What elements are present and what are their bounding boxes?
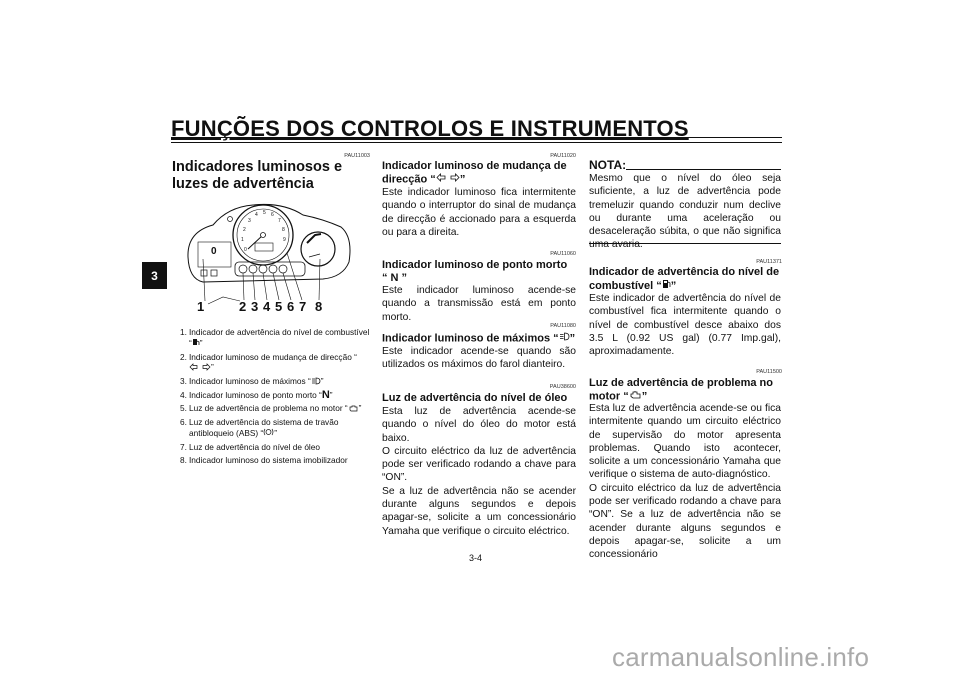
svg-text:8: 8 bbox=[315, 299, 323, 314]
section-body: Esta luz de advertência acende-se quando o nível do óleo do motor está baixo. O circuito eléctrico da luz de advertência pode ser verificado rodando a chave para “ON”. Se a luz de advertência não se acender durante alguns segundos e depois apagar-se, solicite a um concessionário Yamaha que verifique o circuito eléctrico. bbox=[382, 406, 576, 537]
note-label: NOTA: bbox=[589, 158, 627, 172]
legend-item: 7. Luz de advertência do nível de óleo bbox=[180, 441, 321, 452]
section-heading: Indicadores luminosos e luzes de advertência bbox=[172, 159, 343, 192]
instrument-cluster-figure bbox=[183, 197, 353, 317]
svg-text:5: 5 bbox=[275, 299, 283, 314]
section-heading: Luz de advertência de problema no motor “ ” bbox=[589, 377, 773, 403]
section-code: PAU11060 bbox=[550, 251, 576, 257]
svg-text:0: 0 bbox=[244, 247, 247, 253]
svg-text:6: 6 bbox=[271, 212, 274, 218]
section-code: PAU11500 bbox=[756, 369, 782, 375]
legend-item: 3. Indicador luminoso de máximos “ ” bbox=[180, 376, 324, 386]
svg-text:9: 9 bbox=[283, 237, 286, 243]
section-body: Esta luz de advertência acende-se ou fica intermitente quando um circuito eléctrico de supervisão do motor apresenta problemas. Quando isto acontecer, solicite a um concessionário Yamaha que verifique o sistema de auto-diagnóstico. O circuito eléctrico da luz de advertência pode ser verificado rodando a chave para “ON”. Se a luz de advertência não se acender durante alguns segundos e depois apagar-se, solicite a um concessionário bbox=[589, 403, 781, 561]
svg-text:7: 7 bbox=[278, 218, 281, 224]
svg-text:6: 6 bbox=[287, 299, 295, 314]
svg-text:3: 3 bbox=[248, 218, 251, 224]
watermark: carmanualsonline.info bbox=[612, 642, 870, 672]
turn-signal-arrows-icon bbox=[189, 363, 211, 374]
legend-item: 5. Luz de advertência de problema no motor “ ” bbox=[180, 403, 362, 414]
section-code: PAU11080 bbox=[550, 323, 576, 329]
svg-text:4: 4 bbox=[255, 212, 258, 218]
svg-text:5: 5 bbox=[263, 210, 266, 216]
section-body: Este indicador luminoso fica intermitente quando o interruptor do sinal de mudança de direcção é accionado para a esquerda ou para a direita. bbox=[382, 187, 576, 238]
high-beam-icon bbox=[311, 377, 321, 388]
svg-text:0: 0 bbox=[211, 246, 217, 257]
figure-legend bbox=[180, 327, 370, 468]
neutral-n-icon: N bbox=[321, 388, 330, 401]
section-body: Este indicador luminoso acende-se quando a transmissão está em ponto morto. bbox=[382, 285, 576, 323]
note-bottom-rule bbox=[589, 243, 781, 244]
chapter-tab: 3 bbox=[142, 262, 167, 289]
svg-text:2: 2 bbox=[239, 299, 247, 314]
engine-icon bbox=[348, 404, 359, 415]
page-title: FUNÇÕES DOS CONTROLOS E INSTRUMENTOS bbox=[171, 116, 689, 141]
section-heading: Indicador luminoso de mudança de direcção “ ” bbox=[382, 160, 567, 186]
svg-text:7: 7 bbox=[299, 299, 307, 314]
svg-text:3: 3 bbox=[251, 299, 259, 314]
section-heading: Luz de advertência do nível de óleo bbox=[382, 392, 568, 404]
note-body: Mesmo que o nível do óleo seja suficiente, a luz de advertência pode tremeluzir quando conduzir num declive ou durante uma aceleração ou desaceleração súbita, o que não significa uma avaria. bbox=[589, 173, 781, 251]
svg-text:1: 1 bbox=[197, 299, 205, 314]
section-heading: Indicador luminoso de ponto morto “ N ” bbox=[382, 259, 568, 284]
legend-item: 4. Indicador luminoso de ponto morto “N” bbox=[180, 388, 333, 401]
section-body: Este indicador de advertência do nível de combustível fica intermitente quando o nível de combustível desce abaixo dos 3.5 L (0.92 US gal) (0.77 Imp.gal), aproximadamente. bbox=[589, 293, 781, 358]
legend-item: 2. Indicador luminoso de mudança de direcção “” bbox=[180, 351, 357, 373]
section-code: PAU11371 bbox=[756, 259, 782, 265]
page-number: 3-4 bbox=[469, 553, 483, 563]
svg-text:4: 4 bbox=[263, 299, 271, 314]
section-heading: Indicador luminoso de máximos “ ” bbox=[382, 332, 576, 345]
high-beam-icon bbox=[559, 332, 570, 345]
svg-text:8: 8 bbox=[282, 227, 285, 233]
fuel-pump-icon bbox=[192, 338, 200, 349]
section-code: PAU11020 bbox=[550, 153, 576, 159]
section-body: Este indicador acende-se quando são utilizados os máximos do farol dianteiro. bbox=[382, 346, 576, 371]
abs-icon bbox=[263, 428, 274, 439]
fuel-pump-icon bbox=[662, 279, 671, 293]
legend-item: 1. Indicador de advertência do nível de combustível “ ” bbox=[180, 327, 370, 348]
title-double-rule bbox=[171, 137, 782, 143]
turn-signal-arrows-icon bbox=[436, 173, 460, 186]
note-rule bbox=[626, 169, 781, 170]
legend-item: 6. Luz de advertência do sistema de travão antibloqueio (ABS) “ ” bbox=[180, 417, 339, 438]
section-heading: Indicador de advertência do nível de combustível “ ” bbox=[589, 266, 780, 292]
legend-item: 8. Indicador luminoso do sistema imobilizador bbox=[180, 455, 348, 466]
svg-text:2: 2 bbox=[243, 227, 246, 233]
svg-text:1: 1 bbox=[241, 237, 244, 243]
section-code: PAU38600 bbox=[549, 384, 576, 390]
section-code: PAU11003 bbox=[344, 153, 370, 159]
